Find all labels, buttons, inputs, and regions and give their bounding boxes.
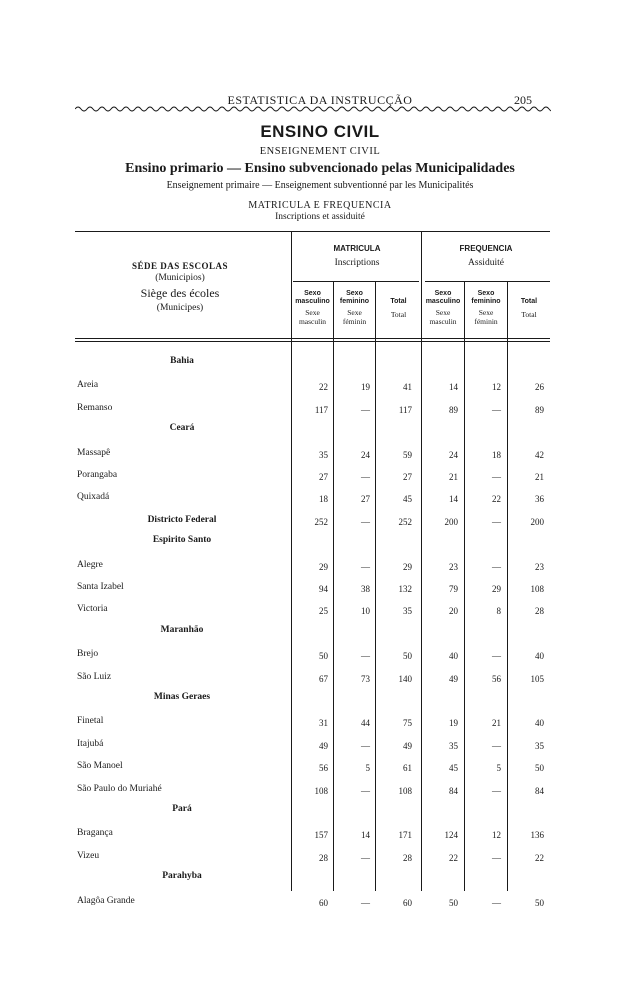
table-cell: 50 — [449, 897, 458, 908]
table-cell: 50 — [403, 651, 412, 662]
table-cell: 94 — [319, 584, 328, 594]
table-section: MATRICULA E FREQUENCIA — [248, 200, 392, 211]
row-municipio: Remanso — [77, 402, 113, 413]
table-cell: 5 — [365, 763, 370, 774]
table-cell: 140 — [398, 673, 412, 684]
table-cell: 60 — [403, 897, 412, 908]
table-top-rule — [75, 231, 550, 232]
table-cell: 108 — [530, 584, 544, 594]
col-header-pt: Sexo — [346, 290, 363, 297]
table-cell: 27 — [403, 472, 412, 482]
table-cell: 171 — [398, 830, 412, 841]
table-cell: 75 — [403, 718, 412, 729]
table-cell: 12 — [492, 382, 501, 393]
header-matricula: MATRICULA — [333, 244, 381, 253]
table-cell: 50 — [319, 651, 328, 662]
table-cell: 41 — [403, 382, 412, 393]
table-cell: 42 — [535, 449, 544, 460]
table-cell: 60 — [319, 897, 328, 908]
wavy-rule — [75, 104, 551, 114]
row-municipio: Districto Federal — [147, 514, 217, 525]
table-cell: — — [492, 561, 501, 572]
table-cell: 25 — [319, 606, 328, 617]
section-title: ENSINO CIVIL — [260, 122, 380, 141]
table-cell: — — [492, 740, 501, 751]
header-bottom-rule — [75, 338, 550, 339]
table-cell: — — [361, 472, 370, 482]
table-cell: 28 — [319, 852, 328, 863]
table-cell: 28 — [403, 852, 412, 863]
row-municipio: Santa Izabel — [77, 582, 124, 592]
table-cell: 22 — [535, 852, 544, 863]
row-municipio: Victoria — [77, 604, 108, 615]
col-header-pt: Sexo — [434, 290, 452, 297]
table-cell: 23 — [449, 561, 458, 572]
table-section-fr: Inscriptions et assiduité — [275, 212, 365, 222]
row-municipio: São Luiz — [77, 671, 112, 682]
matricula-sub-rule — [293, 281, 419, 282]
col-header-pt: Sexo — [477, 290, 495, 297]
state-group-label: Espirito Santo — [152, 535, 212, 546]
col-header-fr: Total — [521, 310, 537, 319]
table-cell: 5 — [496, 763, 501, 774]
table-cell: — — [361, 852, 370, 863]
page-number: 205 — [514, 93, 532, 107]
state-group-label: Bahia — [170, 356, 194, 366]
table-cell: 49 — [319, 740, 328, 751]
table-cell: 23 — [535, 561, 544, 572]
row-municipio: Itajubá — [77, 738, 104, 749]
table-cell: 10 — [361, 606, 370, 617]
table-heading: Ensino primario — Ensino subvencionado pelas Municipalidades — [125, 161, 515, 176]
table-cell: 21 — [492, 718, 501, 729]
table-cell: 29 — [403, 561, 412, 572]
col-header-pt2: masculino — [295, 298, 330, 305]
col-header-fr: Sexe — [305, 308, 320, 317]
table-cell: — — [361, 561, 370, 572]
table-cell: 108 — [314, 785, 328, 796]
table-cell: 19 — [361, 382, 370, 393]
table-cell: 124 — [444, 830, 458, 841]
table-cell: 89 — [535, 404, 544, 415]
header-assiduite: Assiduité — [468, 258, 504, 268]
table-cell: 18 — [492, 449, 501, 460]
col-header-pt: Total — [520, 298, 538, 305]
table-cell: 59 — [403, 449, 412, 460]
state-group-label: Pará — [172, 804, 192, 814]
header-municipios: (Municipios) — [155, 273, 205, 283]
table-cell: 38 — [361, 584, 370, 594]
col-header-pt2: feminino — [471, 298, 501, 305]
table-cell: 44 — [361, 718, 370, 729]
row-municipio: Quixadá — [77, 492, 110, 503]
row-municipio: Brejo — [77, 649, 99, 660]
table-cell: 45 — [403, 494, 412, 505]
table-cell: 252 — [314, 516, 328, 527]
state-group-label: Minas Geraes — [153, 692, 211, 702]
table-cell: 22 — [492, 494, 501, 505]
table-cell: 35 — [319, 449, 328, 460]
table-cell: — — [361, 651, 370, 662]
table-cell: — — [492, 897, 501, 908]
row-municipio: Vizeu — [77, 850, 100, 861]
table-cell: — — [492, 404, 501, 415]
table-cell: — — [361, 897, 370, 908]
table-heading-fr: Enseignement primaire — Enseignement subventionné par les Municipalités — [166, 180, 474, 191]
row-municipio: São Manoel — [77, 761, 123, 772]
table-cell: 36 — [535, 494, 544, 505]
state-group-label: Maranhão — [160, 624, 204, 635]
table-cell: 117 — [314, 404, 328, 415]
col-header-fr: Total — [390, 310, 407, 319]
col-header-fr: Sexe — [347, 308, 362, 317]
table-cell: 14 — [449, 494, 458, 505]
table-cell: 73 — [361, 673, 370, 684]
table-cell: 56 — [319, 763, 328, 774]
table-cell: 117 — [398, 404, 412, 415]
table-cell: — — [361, 516, 370, 527]
table-cell: — — [361, 740, 370, 751]
table-cell: 14 — [361, 830, 370, 841]
table-cell: 84 — [449, 785, 458, 796]
table-cell: 45 — [449, 763, 458, 774]
row-municipio: Areia — [77, 380, 99, 391]
row-municipio: Finetal — [77, 716, 104, 727]
table-cell: 35 — [403, 606, 412, 617]
table-cell: 56 — [492, 673, 501, 684]
table-cell: 35 — [535, 740, 544, 751]
running-head: ESTATISTICA DA INSTRUCÇÃO — [227, 93, 413, 107]
table-cell: 200 — [444, 516, 458, 527]
table-cell: 50 — [535, 763, 544, 774]
table-cell: 24 — [449, 449, 458, 460]
table-cell: 26 — [535, 382, 544, 393]
table-cell: 40 — [535, 718, 544, 729]
row-municipio: Alagôa Grande — [77, 895, 135, 906]
state-group-label: Parahyba — [162, 871, 202, 882]
col-header-fr2: masculin — [298, 317, 327, 326]
table-cell: 252 — [398, 516, 412, 527]
table-cell: 61 — [403, 763, 412, 774]
col-header-fr2: masculin — [429, 317, 457, 326]
table-cell: 29 — [492, 584, 501, 594]
table-cell: — — [492, 516, 501, 527]
table-cell: — — [361, 404, 370, 415]
table-cell: — — [492, 785, 501, 796]
table-cell: 20 — [449, 606, 458, 617]
table-cell: 35 — [449, 740, 458, 751]
col-header-pt: Total — [390, 298, 407, 305]
header-inscriptions: Inscriptions — [334, 258, 380, 268]
row-municipio: Massapê — [77, 447, 111, 458]
table-cell: — — [492, 472, 501, 482]
col-header-fr: Sexe — [435, 308, 451, 317]
table-cell: 27 — [361, 494, 370, 505]
table-cell: 49 — [403, 740, 412, 751]
table-cell: 28 — [535, 606, 544, 617]
table-cell: 157 — [314, 830, 328, 841]
table-cell: 89 — [449, 404, 458, 415]
table-cell: — — [492, 651, 501, 662]
table-cell: 79 — [449, 584, 458, 594]
table-cell: 22 — [449, 852, 458, 863]
header-siege: Siège des écoles — [140, 286, 220, 300]
table-cell: 40 — [535, 651, 544, 662]
state-group-label: Ceará — [169, 423, 195, 434]
frequencia-sub-rule — [425, 281, 550, 282]
table-cell: 29 — [319, 561, 328, 572]
section-subtitle: ENSEIGNEMENT CIVIL — [259, 146, 381, 157]
table-cell: 21 — [449, 472, 458, 482]
row-municipio: São Paulo do Muriahé — [77, 783, 162, 794]
table-cell: 12 — [492, 830, 501, 841]
table-cell: — — [492, 852, 501, 863]
table-cell: 200 — [530, 516, 544, 527]
table-cell: 14 — [449, 382, 458, 393]
table-cell: 22 — [319, 382, 328, 393]
header-municipes: (Municipes) — [156, 303, 204, 313]
table-cell: 108 — [398, 785, 412, 796]
table-cell: — — [361, 785, 370, 796]
table-cell: 8 — [496, 606, 501, 617]
col-header-pt2: feminino — [339, 298, 370, 305]
table-cell: 84 — [535, 785, 544, 796]
table-cell: 132 — [398, 584, 412, 594]
row-municipio: Alegre — [77, 559, 103, 570]
table-cell: 105 — [530, 673, 544, 684]
header-frequencia: FREQUENCIA — [459, 244, 513, 253]
col-header-pt2: masculino — [425, 298, 461, 305]
row-municipio: Porangaba — [77, 470, 118, 480]
col-header-fr2: féminin — [342, 317, 367, 326]
row-municipio: Bragança — [77, 828, 113, 839]
table-cell: 31 — [319, 718, 328, 729]
table-cell: 18 — [319, 494, 328, 505]
table-cell: 19 — [449, 718, 458, 729]
table-cell: 50 — [535, 897, 544, 908]
table-cell: 24 — [361, 449, 370, 460]
table-cell: 67 — [319, 673, 328, 684]
table-cell: 136 — [530, 830, 544, 841]
table-cell: 40 — [449, 651, 458, 662]
table-cell: 21 — [535, 472, 544, 482]
table-cell: 49 — [449, 673, 458, 684]
header-sede: SÉDE DAS ESCOLAS — [131, 261, 229, 271]
col-header-pt: Sexo — [304, 290, 321, 297]
header-bottom-rule-2 — [75, 341, 550, 342]
table-cell: 27 — [319, 472, 328, 482]
col-header-fr2: féminin — [474, 317, 498, 326]
col-header-fr: Sexe — [478, 308, 494, 317]
